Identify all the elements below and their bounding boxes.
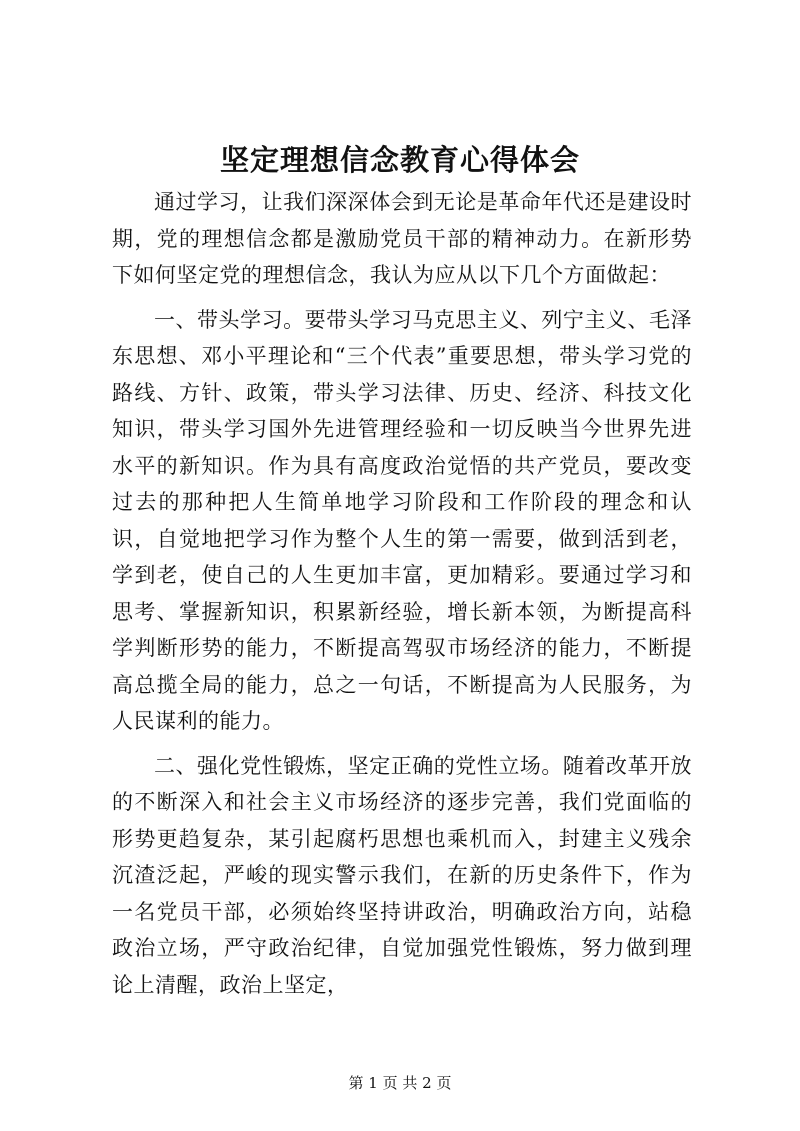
document-body	[112, 184, 692, 1003]
paragraph-section-1: 一、带头学习。要带头学习马克思主义、列宁主义、毛泽东思想、邓小平理论和“三个代表”重要思想，带头学习党的路线、方针、政策，带头学习法律、历史、经济、科技文化知识，带头学习国外先进管理经验和一切反映当今世界先进水平的新知识。作为具有高度政治觉悟的共产党员，要改变过去的那种把人生简单地学习阶段和工作阶段的理念和认识，自觉地把学习作为整个人生的第一需要，做到活到老，学到老，使自己的人生更加丰富，更加精彩。要通过学习和思考、掌握新知识，积累新经验，增长新本领，为断提高科学判断形势的能力，不断提高驾驭市场经济的能力，不断提高总揽全局的能力，总之一句话，不断提高为人民服务，为人民谋利的能力。	[112, 307, 692, 733]
paragraph-section-2: 二、强化党性锻炼，坚定正确的党性立场。随着改革开放的不断深入和社会主义市场经济的逐步完善，我们党面临的形势更趋复杂，某引起腐朽思想也乘机而入，封建主义残余沉渣泛起，严峻的现实警示我们，在新的历史条件下，作为一名党员干部，必须始终坚持讲政治，明确政治方向，站稳政治立场，严守政治纪律，自觉加强党性锻炼，努力做到理论上清醒，政治上坚定，	[112, 753, 692, 997]
document-title: 坚定理想信念教育心得体会	[219, 143, 580, 177]
page-footer: 第 1 页 共 2 页	[348, 1074, 452, 1092]
paragraph-intro: 通过学习，让我们深深体会到无论是革命年代还是建设时期，党的理想信念都是激励党员干部的精神动力。在新形势下如何坚定党的理想信念，我认为应从以下几个方面做起：	[112, 190, 692, 287]
